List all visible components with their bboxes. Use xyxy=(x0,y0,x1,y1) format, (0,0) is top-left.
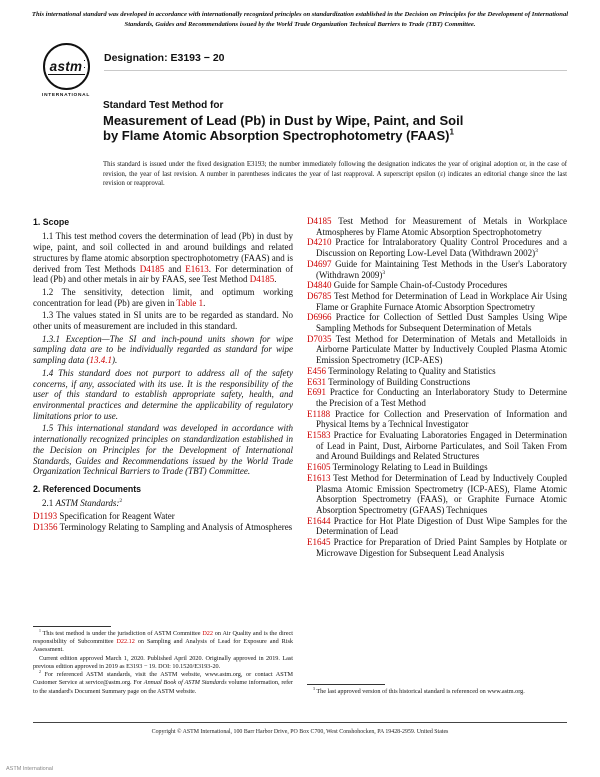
text-segment: 3 xyxy=(382,269,386,276)
reference-link[interactable]: D4185 xyxy=(249,274,275,285)
reference-item xyxy=(307,473,567,516)
text-segment: This test method is under the jurisdiction of ASTM Committee xyxy=(40,629,203,637)
footnote-1-edition xyxy=(33,654,293,675)
scope-paragraph-1-1 xyxy=(33,231,293,285)
astm-logo xyxy=(36,43,96,98)
footnote-3 xyxy=(307,688,567,696)
text-segment: Terminology of Building Constructions xyxy=(326,376,471,387)
reference-item xyxy=(307,259,567,280)
reference-item xyxy=(307,291,567,312)
international-standard-notice: This international standard was developed in accordance with internationally recognized principles on standardization established in the Decision on Principles for the Development of International Standards, Guides and Recommendations issued by the World Trade Organization Technical Barriers to Trade (TBT) Committee. xyxy=(31,11,569,28)
text-segment: ASTM Standards: xyxy=(55,498,120,509)
scope-paragraph-1-3 xyxy=(33,310,293,331)
reference-link[interactable]: D4697 xyxy=(307,258,332,269)
reference-item xyxy=(307,377,567,388)
text-segment: Practice for Evaluating Laboratories Engaged in Determination of Lead in Paint, Dust, Airborne Particulates, and Soil Taken From and Around Buildings and Related Structures xyxy=(316,430,567,462)
reference-link[interactable]: E456 xyxy=(307,365,326,376)
reference-link[interactable]: 13.4.1 xyxy=(89,355,113,366)
reference-link[interactable]: D7035 xyxy=(307,333,332,344)
header-rule xyxy=(104,70,567,71)
scope-paragraph-1-5 xyxy=(33,423,293,477)
reference-link[interactable]: D4210 xyxy=(307,237,332,248)
text-segment: on Air Quality and is the direct responsibility of Subcommittee xyxy=(33,629,294,645)
left-column xyxy=(33,216,293,696)
text-segment: Practice for Preparation of Dried Paint Samples by Hotplate or Microwave Digestion for Subsequent Lead Analysis xyxy=(316,537,567,558)
reference-item xyxy=(307,409,567,430)
reference-link[interactable]: D6785 xyxy=(307,290,332,301)
text-segment: 3 xyxy=(313,686,315,691)
text-segment: 2 xyxy=(119,498,123,505)
text-segment: Terminology Relating to Lead in Buildings xyxy=(330,462,488,473)
reference-item xyxy=(307,366,567,377)
title-kicker: Standard Test Method for xyxy=(103,100,224,111)
scope-paragraph-1-3-1 xyxy=(33,334,293,366)
text-segment: . For determination of lead (Pb) and other metals in air by FAAS, see Test Method xyxy=(33,263,294,285)
astm-standards-subheading xyxy=(33,498,293,509)
text-segment: . xyxy=(203,297,206,308)
text-segment: Practice for Hot Plate Digestion of Dust Wipe Samples for the Determination of Lead xyxy=(316,515,567,537)
two-column-body xyxy=(33,216,567,696)
reference-item xyxy=(307,216,567,237)
text-segment: 1.2 The sensitivity, detection limit, and optimum working concentration for lead (Pb) are given in xyxy=(33,286,293,308)
copyright-notice: Copyright © ASTM International, 100 Barr Harbor Drive, PO Box C700, West Conshohocken, PA 19428-2959. United States xyxy=(151,729,449,735)
footer-rule xyxy=(33,722,567,723)
text-segment: Test Method for Measurement of Metals in Workplace Atmospheres by Flame Atomic Absorption Spectrophotometry xyxy=(316,216,567,237)
text-segment: volume information, refer to the standard's Document Summary page on the ASTM website. xyxy=(33,679,293,695)
text-segment: The last approved version of this historical standard is referenced on www.astm.org. xyxy=(314,687,525,695)
reference-item xyxy=(307,430,567,462)
text-segment: Practice for Intralaboratory Quality Control Procedures and a Discussion on Reporting Low-Level Data (Withdrawn 2002) xyxy=(316,237,567,259)
text-segment: 1.3 The values stated in SI units are to be regarded as standard. No other units of measurement are included in this standard. xyxy=(33,310,293,332)
text-segment: and xyxy=(164,263,186,274)
right-column xyxy=(307,216,567,696)
astm-logo-text: astm xyxy=(49,59,83,74)
reference-link[interactable]: E1645 xyxy=(307,537,331,548)
footnote-2 xyxy=(33,671,293,696)
text-segment: ). xyxy=(112,355,118,366)
scope-paragraph-1-2 xyxy=(33,287,293,308)
text-segment: Specification for Reagent Water xyxy=(57,511,175,522)
reference-link[interactable]: Table 1 xyxy=(176,297,204,308)
reference-link[interactable]: D22 xyxy=(202,629,213,637)
text-segment: 3 xyxy=(535,248,538,255)
reference-link[interactable]: D4840 xyxy=(307,280,332,291)
footnote-rule xyxy=(307,684,385,685)
left-column-body xyxy=(33,216,293,532)
text-segment: Guide for Sample Chain-of-Custody Procedures xyxy=(331,280,508,291)
reference-item xyxy=(307,387,567,408)
text-segment: . xyxy=(274,274,277,285)
logo-line xyxy=(48,74,85,75)
document-title xyxy=(103,113,567,144)
text-segment: Test Method for Determination of Lead in Workplace Air Using Flame or Graphite Furnace Atomic Absorption Spectrometry xyxy=(316,290,567,312)
reference-item xyxy=(307,237,567,258)
scope-paragraph-1-4 xyxy=(33,368,293,422)
reference-link[interactable]: D22.12 xyxy=(116,637,135,645)
footnote-1 xyxy=(33,630,293,655)
title-block xyxy=(103,100,567,144)
title-footnote-ref: 1 xyxy=(449,127,454,137)
text-segment: Practice for Collection and Preservation of Information and Physical Items by a Technical Investigator xyxy=(316,408,567,430)
text-segment: Test Method for Determination of Lead by Inductively Coupled Plasma Atomic Emission Spectrometry (ICP-AES), Flame Atomic Absorption Spectrometry (FAAS), or Graphite Furnace Atomic Absorption Spectrometry (GFAAS) Techniques xyxy=(316,472,567,515)
text-segment: Test Method for Determination of Metals and Metalloids in Airborne Particulate Matter by Inductively Coupled Plasma Atomic Emission Spectrometry (ICP-AES) xyxy=(316,333,567,366)
title-line-2: by Flame Atomic Absorption Spectrophotometry (FAAS) xyxy=(103,128,450,144)
reference-item xyxy=(33,522,293,533)
reference-link[interactable]: E1644 xyxy=(307,515,331,526)
reference-link[interactable]: E1188 xyxy=(307,408,331,419)
reference-link[interactable]: E1583 xyxy=(307,430,331,441)
text-segment: Guide for Maintaining Test Methods in the User's Laboratory (Withdrawn 2009) xyxy=(316,258,567,280)
referenced-documents-heading: 2. Referenced Documents xyxy=(33,483,142,494)
footer-brand: ASTM International xyxy=(6,766,54,772)
text-segment: 1.5 This international standard was developed in accordance with internationally recognized principles on standardization established in the Decision on Principles for the Development of International Standards, Guides and Recommendations issued by the World Trade Organization Technical Barriers to Trade (TBT) Committee. xyxy=(33,423,293,477)
reference-link[interactable]: E691 xyxy=(307,387,326,398)
reference-item xyxy=(307,462,567,473)
text-segment: on Sampling and Analysis of Lead for Exposure and Risk Assessment. xyxy=(33,637,293,654)
footnote-rule xyxy=(33,626,111,627)
reference-link[interactable]: D1193 xyxy=(33,511,58,522)
reference-item xyxy=(307,537,567,558)
text-segment: 1 xyxy=(39,628,41,633)
text-segment: 1.1 This test method covers the determination of lead (Pb) in dust by wipe, paint, and soil collected in and around buildings and related structures by flame atomic absorption spectrophotometry (FAAS) and is derived from Test Methods xyxy=(33,231,293,274)
text-segment: Annual Book of ASTM Standards xyxy=(143,679,227,687)
reference-item xyxy=(33,511,293,522)
reference-item xyxy=(307,334,567,366)
reference-link[interactable]: D4185 xyxy=(307,216,332,226)
reference-link[interactable]: D1356 xyxy=(33,521,58,532)
astm-logo-seal-icon xyxy=(43,43,90,90)
reference-link[interactable]: E1605 xyxy=(307,462,331,473)
text-segment: Terminology Relating to Quality and Statistics xyxy=(326,365,496,376)
reference-link[interactable]: E631 xyxy=(307,376,326,387)
reference-item xyxy=(307,280,567,291)
text-segment: For referenced ASTM standards, visit the ASTM website, www.astm.org, or contact ASTM Customer Service at service@astm.org. For xyxy=(33,671,293,687)
scope-heading: 1. Scope xyxy=(33,217,70,227)
text-segment: Current edition approved March 1, 2020. Published April 2020. Originally approved in 2019. Last previous edition approved in 2019 as E3193 − 19. DOI: 10.1520/E3193-20. xyxy=(33,654,293,670)
reference-link[interactable]: D4185 xyxy=(139,263,165,274)
right-column-body xyxy=(307,216,567,559)
text-segment: Practice for Conducting an Interlaboratory Study to Determine the Precision of a Test Method xyxy=(316,387,567,408)
issued-note: This standard is issued under the fixed designation E3193; the number immediately following the designation indicates the year of original adoption or, in the case of revision, the year of last revision. A number in parentheses indicates the year of last reapproval. A superscript epsilon (ε) indicates an editorial change since the last revision or reapproval. xyxy=(103,161,567,188)
astm-logo-subtext: INTERNATIONAL xyxy=(42,93,90,98)
text-segment: Practice for Collection of Settled Dust Samples Using Wipe Sampling Methods for Subsequent Determination of Metals xyxy=(316,312,567,334)
text-segment: 1.3.1 Exception—The SI and inch-pound units shown for wipe sampling data are to be individually regarded as standard for wipe sampling data ( xyxy=(33,333,293,366)
reference-link[interactable]: E1613 xyxy=(185,263,209,274)
reference-link[interactable]: D6966 xyxy=(307,312,332,323)
text-segment: Terminology Relating to Sampling and Analysis of Atmospheres xyxy=(57,521,293,532)
text-segment: 1.4 This standard does not purport to address all of the safety concerns, if any, associated with its use. It is the responsibility of the user of this standard to establish appropriate safety, health, and environmental practices and determine the applicability of regulatory limitations prior to use. xyxy=(33,367,293,421)
footnotes-left xyxy=(33,626,293,696)
text-segment: 2.1 xyxy=(42,498,56,509)
text-segment: 2 xyxy=(39,670,41,675)
reference-item xyxy=(307,312,567,333)
footnotes-right xyxy=(307,684,567,696)
title-line-1: Measurement of Lead (Pb) in Dust by Wipe, Paint, and Soil xyxy=(103,112,464,128)
designation-label: Designation: E3193 − 20 xyxy=(104,52,225,64)
reference-link[interactable]: E1613 xyxy=(307,472,331,483)
reference-item xyxy=(307,516,567,537)
